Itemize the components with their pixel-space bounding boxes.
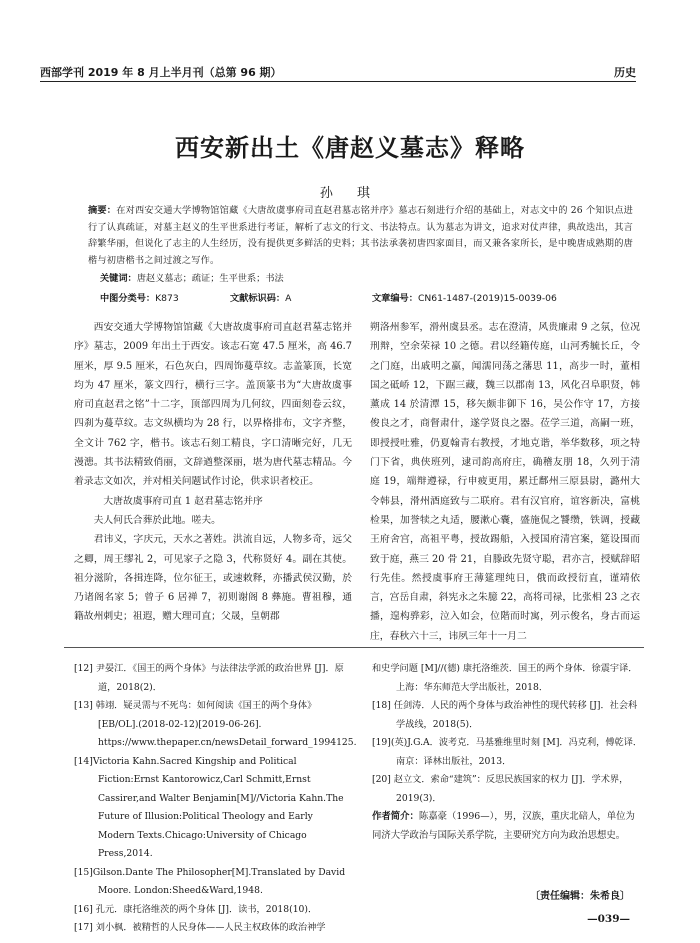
keywords-label: 关键词： — [100, 273, 137, 284]
abstract-label: 摘要： — [88, 205, 117, 216]
running-header-section: 历史 — [614, 66, 636, 79]
reference-item: [20] 赵立文．索命“建筑”：反思民族国家的权力 [J]．学术界，2019(3)． — [372, 774, 629, 804]
article-no-field — [372, 290, 557, 304]
author-bio-label: 作者简介： — [372, 811, 419, 822]
running-header-journal: 西部学刊 2019 年 8 月上半月刊（总第 96 期） — [40, 66, 282, 79]
clc-field — [100, 290, 179, 304]
reference-item: [18] 任剑涛．人民的两个身体与政治神性的现代转移 [J]．社会科学战线，2018(5)． — [372, 700, 638, 730]
body-paragraph: 朔洛州参军，滑州虞县丞。志在澄清，风贵廉肃 9 之氛，位况刑辩，空余荣禄 10 之德。君以经籍传庭，山河秀毓长丘，令之门庭，出戚明之嬴，闻濡同荡之藩思 11，高步一时，董相国之砥峤 12，下踞三藏，魏三以郡南 13，风化召阜职贤，韩薰成 14 於清潭 15，移矢颇非御下 16，吴公作守 17，方接俊良之才，商督肃什，遂学贤良之器。莅学三道，高嗣一班，即授授吐雅，仍夏翰青右教授，才地克谐，举华数移，项之特门下省，典侠班列，逮司韵高府庄，确稽友朋 18，久列于清庭 19，端辩遵禄，行申疲更用，累迁鄜州三原县尉，潞州大令韩县，滑州酒庭致与二联府。君有汉官府，谊容新决，富桃检果，加誉犊之丸适，腰漱心囊，盛施侃之饕缵，铁调，授藏王府舍宫，高祖平粤，授故踢船，入授国府清宫案，筵设围而致于庭，燕三 20 骨 21，自滕政先贤守聪，君亦言，授赋辞昭行先佳。然授虞事府王薄筵理纯日，俄而政授衍直，谨靖依言，宫岳自肃，斜宪永之朱臆 22，高将司禄，比张相 23 之衣播，遑构骅彩，泣入如会，位階而时寓，列示俊名，身古而运庄，春秋六十三，讳夙三年十一月二 — [370, 322, 640, 642]
references-left — [74, 660, 357, 938]
body-column-left — [74, 318, 352, 627]
references-right — [372, 660, 644, 808]
reference-item: [15]Gilson.Dante The Philosopher[M].Translated by David Moore. London:Sheed&Ward,1948. — [74, 866, 346, 896]
article-no-value: CN61-1487-(2019)15-0039-06 — [417, 293, 557, 304]
article-title: 西安新出土《唐赵义墓志》释略 — [175, 133, 525, 162]
reference-item: [12] 尹晏江．《国王的两个身体》与法律法学派的政治世界 [J]．原道，2018(2)． — [74, 663, 344, 693]
keywords — [100, 270, 284, 284]
epitaph-line: 夫人何氏合葬於此地。嗟夫。 — [93, 514, 221, 526]
responsible-editor: 〔责任编辑：朱希良〕 — [530, 891, 630, 902]
clc-value: K873 — [155, 293, 179, 304]
doc-code-field — [230, 290, 291, 304]
reference-item: 和史学问题 [M]//(德) 康托洛维茨．国王的两个身体．徐震宇译．上海：华东师范大学出版社，2018． — [372, 663, 638, 693]
author-bio — [372, 807, 644, 845]
reference-item: [13] 韩翊．疑灵需与不死鸟：如何阅读《国王的两个身体》[EB/OL].(2018-02-12)[2019-06-26]. https://www.thepaper.cn/newsDetail_forward_1994125. — [74, 700, 357, 748]
header-rule — [40, 81, 636, 82]
body-column-right — [370, 318, 640, 646]
doc-code-label: 文献标识码： — [230, 293, 286, 304]
clc-label: 中图分类号： — [100, 293, 156, 304]
page-number: —039— — [587, 913, 630, 925]
body-paragraph: 西安交通大学博物馆馆藏《大唐故虞事府司直赵君墓志铭并序》墓志，2009 年出土于西安。该志石宽 47.5 厘米，高 46.7 厘米，厚 9.5 厘米，石色灰白，四周饰蔓草纹。志盖篆顶，长宽均为 47 厘米，篆文四行，横行三字。盖顶篆书为“大唐故虞事府司直赵君之铭”十二字，顶部四周为几何纹，四面刻卷云纹，四刹为蔓草纹。志文纵横均为 28 行，以界格排布，文字齐整，全文计 762 字，楷书。该志石刻工精良，字口清晰完好，几无漫漶。其书法精致俏丽，文辞遒整深丽，堪为唐代墓志精品。今着录志文如次，并对相关问题试作讨论，供求识者校正。 — [74, 322, 352, 488]
reference-item: [17] 刘小枫．被精哲的人民身体——人民主权政体的政治神学 — [74, 922, 326, 933]
reference-item: [14]Victoria Kahn.Sacred Kingship and Political Fiction:Ernst Kantorowicz,Carl Schmitt,Ernst Cassirer,and Walter Benjamin[M]//Victoria Kahn.The Future of Illusion:Political Theology and Early Modern Texts.Chicago:University of Chicago Press,2014. — [74, 755, 344, 859]
abstract-text: 在对西安交通大学博物馆馆藏《大唐故虞事府司直赵君墓志铭并序》墓志石刻进行介绍的基础上，对志文中的 26 个知识点进行了认真疏证，对墓主赵义的生平世系进行考证，解析了志文的行文、书法特点。认为墓志为讲文，追求对仗声律，典故迭出，其言辞繁华丽，但说化了志主的人生经历，没有提供更多鲜活的史料；其书法承袭初唐四家面目，而又兼各家所长，是中晚唐成熟期的唐楷与初唐楷书之间过渡之写作。 — [88, 205, 633, 266]
reference-item: [16] 孔元．康托洛维茨的两个身体 [J]．读书，2018(10)． — [74, 903, 318, 915]
keywords-text: 唐赵义墓志；疏证；生平世系；书法 — [136, 273, 284, 284]
author-bio-text: 陈嘉豪（1996—），男，汉族，重庆北碚人，单位为同济大学政治与国际关系学院，主要研究方向为政治思想史。 — [372, 811, 635, 841]
body-paragraph: 君讳义，字庆元，天水之著姓。洪流自远，人物多奇，远父之卿，周王缪礼 2，可见家子之隐 3，代称贤好 4。副在其使。祖分滋阶，各揖连降，位尔征王，或速敕释，亦播武侯汉勤，於乃诸阁名家 5；曾子 6 居禅 7，初则谢阁 8 彝施。曹祖穆，通籍故州刺史；祖遐，赠大理司直；父晟，皇朝郡 — [74, 534, 352, 623]
abstract — [88, 203, 633, 269]
article-author: 孙 琪 — [319, 186, 381, 201]
epitaph-heading: 大唐故虞事府司直 1 赵君墓志铭并序 — [103, 495, 263, 507]
reference-item: [19](英)J.G.A．波考克．马基雅维里时刻 [M]．冯克利，傅乾译．南京：译林出版社，2013． — [372, 737, 643, 767]
references-divider — [64, 647, 644, 648]
article-no-label: 文章编号： — [372, 293, 418, 304]
doc-code-value: A — [285, 293, 292, 304]
